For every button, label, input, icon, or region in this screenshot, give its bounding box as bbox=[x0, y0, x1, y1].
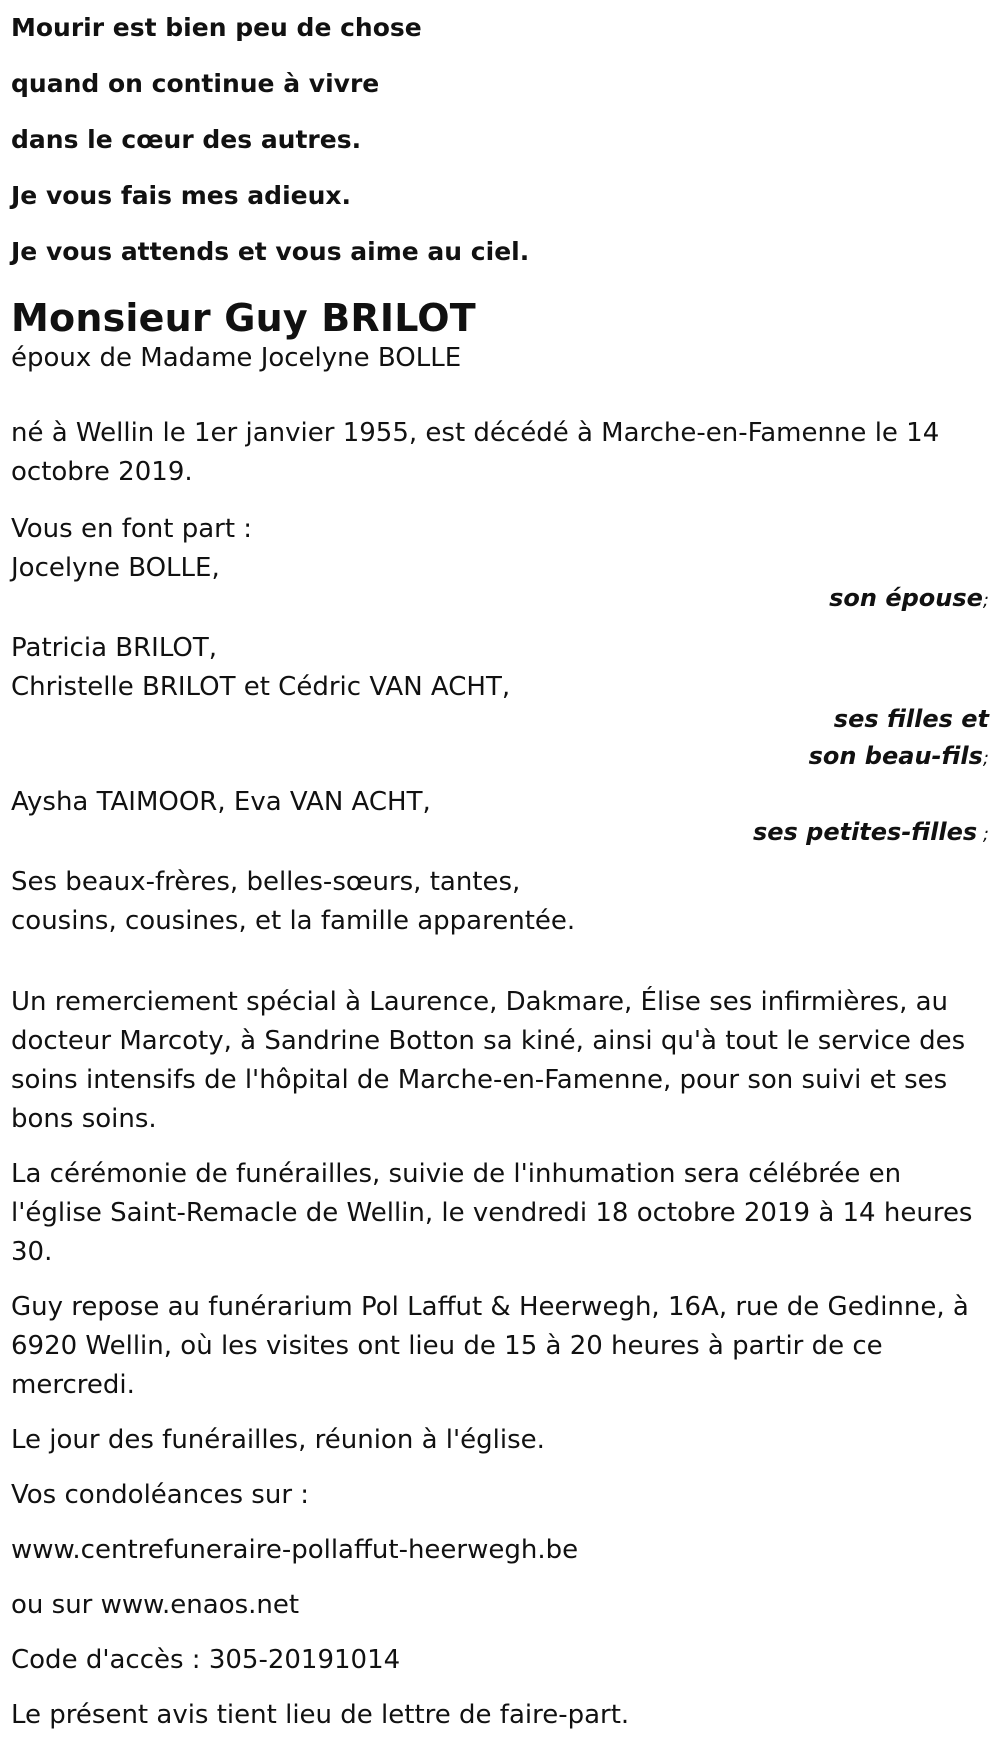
extended-family-line: cousins, cousines, et la famille apparentée. bbox=[11, 906, 576, 936]
relation-text: ses filles et son beau-fils bbox=[808, 705, 989, 770]
website-link[interactable]: www.centrefuneraire-pollaffut-heerwegh.be bbox=[11, 1535, 579, 1565]
family-member-name: Christelle BRILOT et Cédric VAN ACHT, bbox=[11, 672, 511, 702]
obituary-notice bbox=[11, 0, 991, 1735]
family-intro: Vous en font part : bbox=[11, 514, 253, 544]
family-group-daughters bbox=[11, 629, 991, 777]
relation-text: son épouse bbox=[829, 584, 983, 612]
family-member-name: Jocelyne BOLLE, bbox=[11, 553, 220, 583]
extended-family-line: Ses beaux-frères, belles-sœurs, tantes, bbox=[11, 867, 521, 897]
announcement-body bbox=[11, 414, 991, 1735]
family-group-spouse bbox=[11, 549, 991, 621]
poem bbox=[11, 0, 991, 280]
relation-text: ses petites-filles bbox=[752, 818, 978, 846]
relation-punct: ; bbox=[982, 590, 989, 611]
poem-line: Je vous attends et vous aime au ciel. bbox=[11, 237, 530, 266]
access-code: Code d'accès : 305-20191014 bbox=[11, 1645, 401, 1675]
visitation-paragraph: Guy repose au funérarium Pol Laffut & Heerwegh, 16A, rue de Gedinne, à 6920 Wellin, où les visites ont lieu de 15 à 20 heures à partir de ce mercredi. bbox=[11, 1292, 969, 1400]
condolences-intro: Vos condoléances sur : bbox=[11, 1480, 310, 1510]
poem-line: Je vous fais mes adieux. bbox=[11, 181, 352, 210]
spouse-line: époux de Madame Jocelyne BOLLE bbox=[11, 343, 462, 373]
meeting-paragraph: Le jour des funérailles, réunion à l'église. bbox=[11, 1425, 545, 1455]
family-group-granddaughters bbox=[11, 783, 991, 855]
poem-line: dans le cœur des autres. bbox=[11, 125, 362, 154]
website-link-alt[interactable]: ou sur www.enaos.net bbox=[11, 1590, 300, 1620]
closing-note: Le présent avis tient lieu de lettre de faire-part. bbox=[11, 1700, 630, 1730]
poem-line: Mourir est bien peu de chose bbox=[11, 13, 422, 42]
deceased-name: Monsieur Guy BRILOT bbox=[11, 296, 476, 340]
extended-family bbox=[11, 863, 991, 941]
family-member-name: Aysha TAIMOOR, Eva VAN ACHT, bbox=[11, 787, 431, 817]
family-member-name: Patricia BRILOT, bbox=[11, 633, 218, 663]
relation-label bbox=[779, 701, 991, 777]
poem-line: quand on continue à vivre bbox=[11, 69, 380, 98]
relation-punct: ; bbox=[982, 748, 989, 769]
thanks-paragraph: Un remerciement spécial à Laurence, Dakmare, Élise ses infirmières, au docteur Marcoty, à Sandrine Botton sa kiné, ainsi qu'à tout le service des soins intensifs de l'hôpital de Marche-en-Famenne, pour son suivi et ses bons soins. bbox=[11, 987, 966, 1134]
relation-punct: ; bbox=[977, 824, 989, 845]
ceremony-paragraph: La cérémonie de funérailles, suivie de l'inhumation sera célébrée en l'église Saint-Remacle de Wellin, le vendredi 18 octobre 2019 à 14 heures 30. bbox=[11, 1159, 973, 1267]
birth-death-statement: né à Wellin le 1er janvier 1955, est décédé à Marche-en-Famenne le 14 octobre 2019. bbox=[11, 418, 940, 487]
